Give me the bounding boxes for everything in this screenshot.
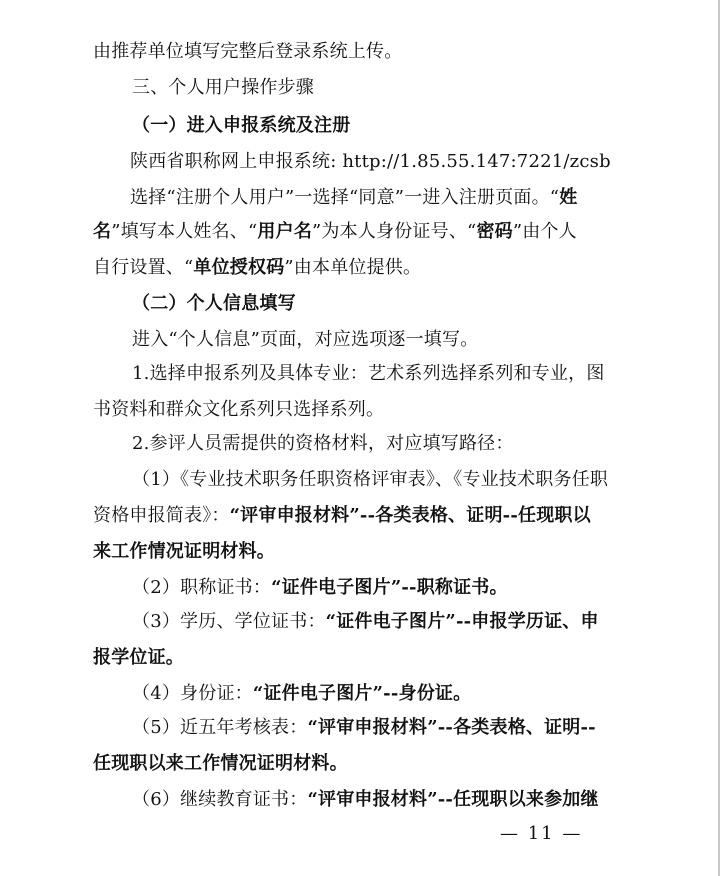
section-heading [132,76,314,100]
text: 资格申报简表》： [93,505,230,526]
subsection-heading [132,292,296,316]
page-number: — 11 — [500,823,583,844]
paragraph-line [132,682,471,706]
paragraph-line [132,362,605,386]
text: 2.参评人员需提供的资格材料，对应填写路径： [132,433,514,454]
bold-text: 来工作情况证明材料。 [93,541,275,562]
bold-text: “证件电子图片”--身份证。 [252,683,472,704]
bold-text: 姓 [559,187,578,208]
bold-text: “证件电子图片”--职称证书。 [271,577,508,598]
text: 进入“个人信息”页面，对应选项逐一填写。 [132,329,479,350]
text: 1.选择申报系列及具体专业：艺术系列选择系列和专业，图 [132,363,605,384]
text: （2）职称证书： [132,577,272,598]
text: （1）《专业技术职务任职资格评审表》、《专业技术职务任职 [132,469,609,490]
bold-text: 名 [93,221,112,242]
paragraph-line [132,610,599,634]
paragraph-line [93,220,577,244]
paragraph-line [93,752,348,776]
text: （6）继续教育证书： [132,789,308,810]
text: 书资料和群众文化系列只选择系列。 [93,399,385,420]
paragraph-line [130,186,577,210]
bold-text: “评审申报材料”--各类表格、证明-- [307,717,596,738]
paragraph-line [132,716,596,740]
paragraph-line [132,576,508,600]
text: ”由本单位提供。 [284,257,422,278]
text: 三、个人用户操作步骤 [132,77,314,98]
text: 陕西省职称网上申报系统: http://1.85.55.147:7221/zcsb [130,151,611,172]
text: （一）进入申报系统及注册 [132,115,351,136]
text: ”为本人身份证号、“ [312,221,477,242]
paragraph-line [132,328,478,352]
bold-text: 任现职以来工作情况证明材料。 [93,753,348,774]
bold-text: 单位授权码 [193,257,285,278]
paragraph-line [93,398,384,422]
bold-text: “证件电子图片”--申报学历证、申 [325,611,599,632]
paragraph-line [93,646,184,670]
text: 选择“注册个人用户”一选择“同意”一进入注册页面。“ [130,187,560,208]
text: （二）个人信息填写 [132,293,296,314]
text: 由推荐单位填写完整后登录系统上传。 [93,41,403,62]
paragraph-line [132,432,514,456]
text: （4）身份证： [132,683,253,704]
text: ”填写本人姓名、“ [111,221,258,242]
text: （5）近五年考核表： [132,717,308,738]
text: （3）学历、学位证书： [132,611,326,632]
paragraph-line [132,468,608,492]
bold-text: 报学位证。 [93,647,184,668]
paragraph-line [93,256,421,280]
paragraph-line [93,540,275,564]
bold-text: “评审申报材料”--各类表格、证明--任现职以 [229,505,591,526]
paragraph-line [93,504,591,528]
paragraph-line [130,150,611,174]
paragraph-line [132,788,599,812]
text: ”由个人 [512,221,577,242]
bold-text: “评审申报材料”--任现职以来参加继 [307,789,599,810]
bold-text: 密码 [476,221,513,242]
text: 自行设置、“ [93,257,194,278]
paragraph-line [93,40,402,64]
subsection-heading [132,114,350,138]
bold-text: 用户名 [257,221,313,242]
